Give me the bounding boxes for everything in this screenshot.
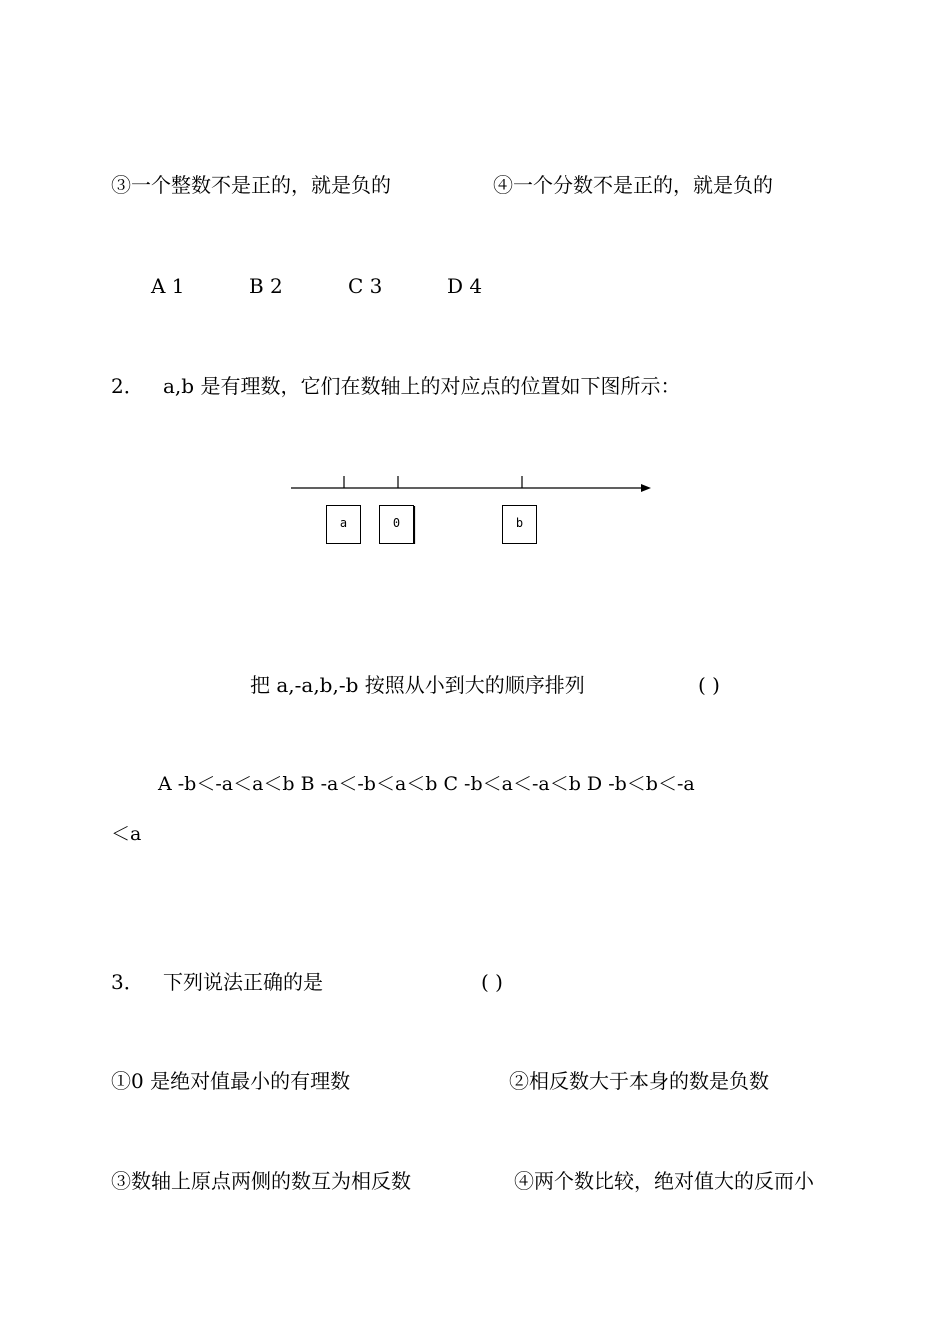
- q3-number: 3．: [111, 970, 144, 994]
- q2-options-line-2: ＜a: [111, 823, 142, 845]
- q1-option-b: B 2: [249, 274, 283, 298]
- q3-statement-4: ④两个数比较，绝对值大的反而小: [514, 1169, 814, 1193]
- number-line-arrowhead: [641, 484, 651, 492]
- q1-statement-4: ④一个分数不是正的，就是负的: [493, 173, 773, 197]
- label-zero: 0: [392, 516, 401, 530]
- q3-answer-paren: ( ): [481, 970, 503, 994]
- q1-option-c: C 3: [348, 274, 383, 298]
- q2-instruction: 把 a,-a,b,-b 按照从小到大的顺序排列: [250, 673, 585, 697]
- q2-number: 2．: [111, 374, 144, 398]
- label-a: a: [339, 516, 348, 530]
- q3-stem: 下列说法正确的是: [163, 970, 323, 994]
- q3-statement-3: ③数轴上原点两侧的数互为相反数: [111, 1169, 411, 1193]
- q2-options-line-1: A -b＜-a＜a＜b B -a＜-b＜a＜b C -b＜a＜-a＜b D -b＜b＜-a: [158, 773, 695, 795]
- q1-option-d: D 4: [447, 274, 483, 298]
- q2-stem: a,b 是有理数，它们在数轴上的对应点的位置如下图所示：: [163, 374, 681, 398]
- number-line-diagram: [285, 470, 660, 555]
- q3-statement-1: ①0 是绝对值最小的有理数: [111, 1069, 351, 1093]
- q3-statement-2: ②相反数大于本身的数是负数: [509, 1069, 769, 1093]
- label-b: b: [515, 516, 524, 530]
- q1-option-a: A 1: [151, 274, 185, 298]
- q2-answer-paren: ( ): [698, 673, 720, 697]
- q1-statement-3: ③一个整数不是正的，就是负的: [111, 173, 391, 197]
